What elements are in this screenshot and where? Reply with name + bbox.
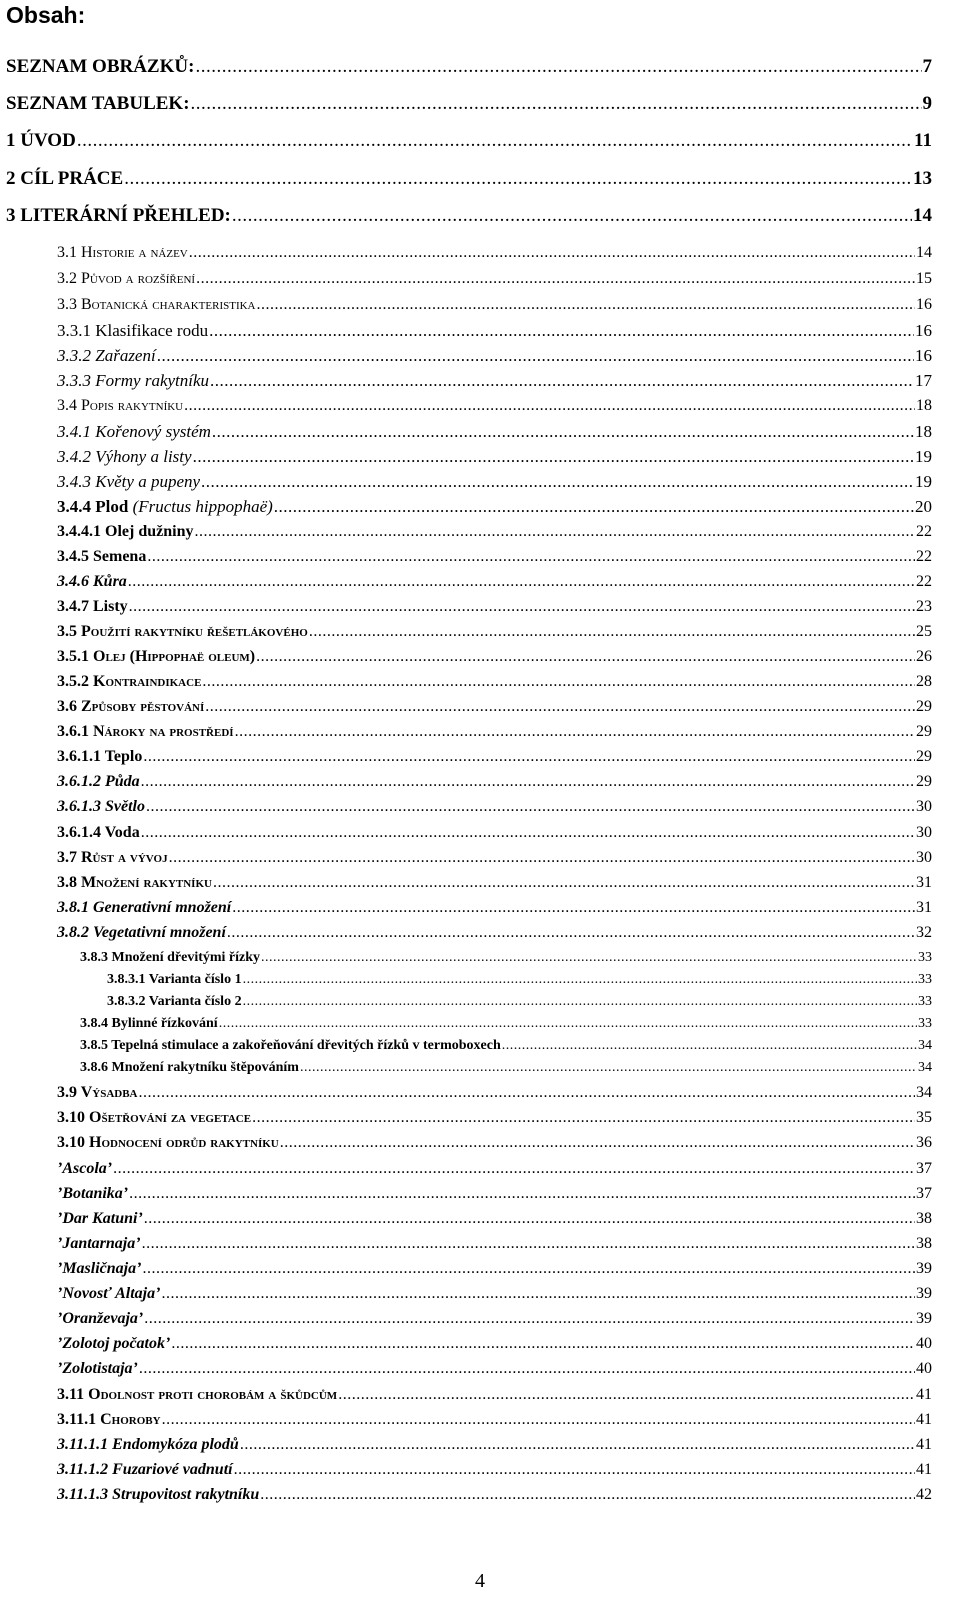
toc-entry-title: 3.8.3 Množení dřevitými řízky <box>80 950 261 965</box>
toc-entry-title: ’Ascola’ <box>57 1160 113 1177</box>
toc-entry[interactable] <box>57 422 932 442</box>
toc-dot-leader <box>139 1360 915 1378</box>
toc-entry[interactable] <box>57 1285 932 1303</box>
toc-entry-page: 13 <box>913 168 932 189</box>
toc-entry[interactable] <box>57 548 932 566</box>
toc-dot-leader <box>113 1160 915 1178</box>
toc-dot-leader <box>201 472 914 492</box>
toc-dot-leader <box>252 1109 915 1127</box>
toc-entry-title: 3.5.2 Kontraindikace <box>57 673 202 690</box>
toc-entry-page: 16 <box>915 321 932 340</box>
toc-entry[interactable] <box>57 648 932 666</box>
toc-entry-page: 7 <box>922 56 932 77</box>
toc-entry[interactable] <box>57 1185 932 1203</box>
toc-entry-page: 41 <box>916 1386 932 1403</box>
toc-dot-leader <box>142 1260 915 1278</box>
toc-entry-title: 3.6 Způsoby pěstování <box>57 698 205 715</box>
toc-entry[interactable] <box>6 130 932 152</box>
toc-entry[interactable] <box>57 244 932 262</box>
toc-entry-title: 3.4 Popis rakytníku <box>57 397 184 414</box>
toc-entry-page: 20 <box>915 497 932 516</box>
toc-dot-leader <box>196 270 915 288</box>
toc-entry-page: 41 <box>916 1436 932 1453</box>
toc-entry[interactable] <box>57 1360 932 1378</box>
toc-entry[interactable] <box>57 1210 932 1228</box>
toc-dot-leader <box>191 93 922 115</box>
toc-entry-page: 9 <box>922 93 932 114</box>
toc-entry[interactable] <box>107 994 932 1010</box>
toc-dot-leader <box>144 1210 915 1228</box>
toc-entry[interactable] <box>57 1411 932 1429</box>
toc-dot-leader <box>219 1016 917 1032</box>
toc-entry-page: 11 <box>914 130 932 151</box>
toc-dot-leader <box>194 523 915 541</box>
toc-entry-title: 3.7 Růst a vývoj <box>57 849 168 866</box>
toc-dot-leader <box>142 1235 915 1253</box>
toc-entry[interactable] <box>57 723 932 741</box>
toc-entry-page: 40 <box>916 1335 932 1352</box>
toc-entry[interactable] <box>57 673 932 691</box>
toc-entry-title: 3.11.1.2 Fuzariové vadnutí <box>57 1461 233 1478</box>
toc-dot-leader <box>257 296 915 314</box>
toc-entry[interactable] <box>6 205 932 227</box>
toc-entry-page: 30 <box>916 798 932 815</box>
toc-entry[interactable] <box>57 1310 932 1328</box>
toc-dot-leader <box>129 598 915 616</box>
toc-dot-leader <box>209 321 914 341</box>
toc-entry[interactable] <box>80 1016 932 1032</box>
toc-dot-leader <box>502 1038 917 1054</box>
toc-entry[interactable] <box>57 1109 932 1127</box>
toc-entry[interactable] <box>107 972 932 988</box>
toc-entry-title: 3.3.2 Zařazení <box>57 346 156 365</box>
toc-entry-title: 3.11 Odolnost proti chorobám a škůdcům <box>57 1386 338 1403</box>
toc-entry-page: 15 <box>916 270 932 287</box>
toc-entry[interactable] <box>6 93 932 115</box>
toc-entry-page: 34 <box>916 1084 932 1101</box>
toc-entry-title: 3.4.6 Kůra <box>57 573 127 590</box>
toc-entry[interactable] <box>57 1134 932 1152</box>
toc-entry-page: 34 <box>918 1038 932 1053</box>
toc-dot-leader <box>202 673 915 691</box>
toc-entry-title: 3.8 Množení rakytníku <box>57 874 212 891</box>
toc-entry-title: ’Botanika’ <box>57 1185 129 1202</box>
toc-entry-title: ’Oranževaja’ <box>57 1310 144 1327</box>
toc-entry[interactable] <box>57 1386 932 1404</box>
toc-entry[interactable] <box>57 523 932 541</box>
toc-entry-page: 31 <box>916 874 932 891</box>
toc-entry-page: 29 <box>916 723 932 740</box>
toc-entry-title: 3.6.1.2 Půda <box>57 773 140 790</box>
toc-entry-page: 39 <box>916 1285 932 1302</box>
toc-entry-page: 16 <box>916 296 932 313</box>
toc-entry-title: ’Dar Katuni’ <box>57 1210 143 1227</box>
toc-entry-page: 17 <box>915 371 932 390</box>
toc-entry-page: 23 <box>916 598 932 615</box>
toc-entry-page: 22 <box>916 573 932 590</box>
toc-dot-leader <box>139 1084 916 1102</box>
toc-dot-leader <box>260 1486 915 1504</box>
toc-entry-title: 3.6.1.3 Světlo <box>57 798 145 815</box>
toc-dot-leader <box>280 1134 915 1152</box>
toc-entry-title: SEZNAM TABULEK: <box>6 93 190 114</box>
toc-entry-page: 36 <box>916 1134 932 1151</box>
toc-dot-leader <box>235 723 915 741</box>
toc-entry-page: 33 <box>918 950 932 965</box>
toc-entry-page: 19 <box>915 472 932 491</box>
toc-entry-title: 3.3.1 Klasifikace rodu <box>57 321 209 340</box>
toc-entry-title: 3.3.3 Formy rakytníku <box>57 371 210 390</box>
toc-entry[interactable] <box>57 773 932 791</box>
toc-entry-title: 3.6.1.1 Teplo <box>57 748 143 765</box>
toc-dot-leader <box>261 950 917 966</box>
toc-entry-page: 31 <box>916 899 932 916</box>
toc-entry-page: 16 <box>915 346 932 365</box>
toc-dot-leader <box>146 798 915 816</box>
toc-entry[interactable] <box>57 447 932 467</box>
toc-dot-leader <box>141 824 915 842</box>
toc-entry-page: 30 <box>916 824 932 841</box>
toc-dot-leader <box>309 623 915 641</box>
toc-entry-page: 28 <box>916 673 932 690</box>
toc-entry-title: 3.6.1 Nároky na prostředí <box>57 723 234 740</box>
toc-dot-leader <box>171 1335 915 1353</box>
toc-entry[interactable] <box>57 573 932 591</box>
toc-entry-title: 3.8.1 Generativní množení <box>57 899 232 916</box>
toc-dot-leader <box>240 1436 915 1454</box>
toc-dot-leader <box>232 899 915 917</box>
toc-dot-leader <box>129 1185 915 1203</box>
toc-entry[interactable] <box>57 371 932 391</box>
toc-entry-page: 35 <box>916 1109 932 1126</box>
toc-entry-page: 19 <box>915 447 932 466</box>
toc-entry-title: 3.10 Hodnocení odrůd rakytníku <box>57 1134 279 1151</box>
toc-dot-leader <box>213 874 915 892</box>
toc-entry[interactable] <box>57 1335 932 1353</box>
toc-dot-leader <box>147 548 915 566</box>
toc-dot-leader <box>143 748 915 766</box>
toc-entry-title: 3.4.2 Výhony a listy <box>57 447 192 466</box>
toc-entry-title: ’Masličnaja’ <box>57 1260 142 1277</box>
toc-entry-title: 3 LITERÁRNÍ PŘEHLED: <box>6 205 231 226</box>
toc-entry-title: 3.5.1 Olej (Hippophaë oleum) <box>57 648 256 665</box>
toc-entry[interactable] <box>57 1436 932 1454</box>
toc-dot-leader <box>256 648 915 666</box>
toc-entry-title: ’Zolotistaja’ <box>57 1360 138 1377</box>
toc-entry-title: 3.4.4.1 Olej dužniny <box>57 523 194 540</box>
toc-entry-title: 3.8.2 Vegetativní množení <box>57 924 226 941</box>
toc-entry-title: ’Zolotoj počatok’ <box>57 1335 171 1352</box>
toc-dot-leader <box>189 244 915 262</box>
toc-entry[interactable] <box>57 1461 932 1479</box>
toc-entry-page: 33 <box>918 972 932 987</box>
toc-dot-leader <box>232 205 912 227</box>
toc-dot-leader <box>128 573 915 591</box>
toc-entry-page: 37 <box>916 1160 932 1177</box>
toc-entry[interactable] <box>57 397 932 415</box>
toc-entry[interactable] <box>57 296 932 314</box>
toc-entry-page: 38 <box>916 1210 932 1227</box>
toc-entry[interactable] <box>57 798 932 816</box>
page-title: Obsah: <box>6 2 86 28</box>
toc-dot-leader <box>205 698 915 716</box>
toc-dot-leader <box>157 346 914 366</box>
toc-entry-title: 3.8.5 Tepelná stimulace a zakořeňování dřevitých řízků v termoboxech <box>80 1038 501 1053</box>
toc-entry-page: 33 <box>918 1016 932 1031</box>
toc-entry[interactable] <box>57 598 932 616</box>
toc-entry-page: 29 <box>916 698 932 715</box>
toc-entry-page: 33 <box>918 994 932 1009</box>
toc-entry-page: 37 <box>916 1185 932 1202</box>
toc-entry[interactable] <box>57 1260 932 1278</box>
toc-entry[interactable] <box>80 950 932 966</box>
toc-entry-title: 3.2 Původ a rozšíření <box>57 270 196 287</box>
toc-entry-page: 38 <box>916 1235 932 1252</box>
toc-entry[interactable] <box>57 623 932 641</box>
toc-entry-title: 3.8.3.1 Varianta číslo 1 <box>107 972 242 987</box>
toc-entry[interactable] <box>6 56 932 78</box>
toc-entry-title: 3.5 Použití rakytníku řešetlákového <box>57 623 308 640</box>
toc-entry[interactable] <box>57 1160 932 1178</box>
toc-entry-page: 32 <box>916 924 932 941</box>
toc-dot-leader <box>141 773 915 791</box>
toc-entry-title: 3.8.6 Množení rakytníku štěpováním <box>80 1060 299 1075</box>
toc-dot-leader <box>274 497 914 517</box>
toc-dot-leader <box>144 1310 915 1328</box>
toc-entry[interactable] <box>57 270 932 288</box>
toc-entry-page: 22 <box>916 523 932 540</box>
toc-dot-leader <box>162 1411 915 1429</box>
toc-entry-page: 30 <box>916 849 932 866</box>
page-number: 4 <box>475 1570 485 1592</box>
toc-entry-page: 25 <box>916 623 932 640</box>
toc-entry-title: ’Jantarnaja’ <box>57 1235 141 1252</box>
toc-dot-leader <box>338 1386 915 1404</box>
toc-entry[interactable] <box>57 1235 932 1253</box>
toc-dot-leader <box>193 447 914 467</box>
toc-entry-title: 3.8.3.2 Varianta číslo 2 <box>107 994 242 1009</box>
toc-dot-leader <box>169 849 915 867</box>
toc-entry[interactable] <box>57 1084 932 1102</box>
toc-entry-title: 3.4.7 Listy <box>57 598 128 615</box>
toc-entry[interactable] <box>57 346 932 366</box>
toc-entry[interactable] <box>57 698 932 716</box>
toc-entry[interactable] <box>57 824 932 842</box>
toc-entry-page: 34 <box>918 1060 932 1075</box>
toc-entry[interactable] <box>57 899 932 917</box>
toc-entry-title: 2 CÍL PRÁCE <box>6 168 124 189</box>
toc-entry-title: 3.6.1.4 Voda <box>57 824 140 841</box>
toc-entry[interactable] <box>57 1486 932 1504</box>
toc-dot-leader <box>77 130 913 152</box>
toc-entry-title: 3.11.1.3 Strupovitost rakytníku <box>57 1486 260 1503</box>
toc-entry[interactable] <box>57 849 932 867</box>
toc-entry[interactable] <box>80 1060 932 1076</box>
toc-entry-title: 3.4.1 Kořenový systém <box>57 422 211 441</box>
toc-entry-title: 3.3 Botanická charakteristika <box>57 296 256 313</box>
toc-entry[interactable] <box>57 924 932 942</box>
toc-entry[interactable] <box>57 321 932 341</box>
toc-entry-title: 3.8.4 Bylinné řízkování <box>80 1016 218 1031</box>
toc-entry-title: 3.11.1.1 Endomykóza plodů <box>57 1436 239 1453</box>
toc-entry[interactable] <box>57 472 932 492</box>
toc-entry-page: 29 <box>916 773 932 790</box>
toc-entry-title: 3.4.3 Květy a pupeny <box>57 472 201 491</box>
toc-entry-title: 3.9 Výsadba <box>57 1084 138 1101</box>
toc-entry-page: 42 <box>916 1486 932 1503</box>
toc-entry[interactable] <box>57 874 932 892</box>
toc-entry-page: 41 <box>916 1411 932 1428</box>
toc-dot-leader <box>234 1461 915 1479</box>
toc-entry-title: 1 ÚVOD <box>6 130 76 151</box>
toc-dot-leader <box>212 422 914 442</box>
toc-dot-leader <box>161 1285 915 1303</box>
toc-entry-page: 18 <box>916 397 932 414</box>
toc-entry[interactable] <box>57 748 932 766</box>
toc-dot-leader <box>227 924 915 942</box>
toc-dot-leader <box>210 371 914 391</box>
toc-entry-page: 14 <box>916 244 932 261</box>
toc-entry-page: 29 <box>916 748 932 765</box>
toc-entry[interactable] <box>57 497 932 517</box>
toc-entry-title: 3.10 Ošetřování za vegetace <box>57 1109 252 1126</box>
toc-entry-title: 3.4.5 Semena <box>57 548 147 565</box>
toc-entry-title: SEZNAM OBRÁZKŮ: <box>6 56 195 77</box>
toc-entry-page: 39 <box>916 1310 932 1327</box>
toc-dot-leader <box>243 994 917 1010</box>
toc-dot-leader <box>300 1060 917 1076</box>
toc-dot-leader <box>243 972 917 988</box>
toc-entry-title: 3.11.1 Choroby <box>57 1411 161 1428</box>
toc-entry-title: 3.1 Historie a název <box>57 244 188 261</box>
toc-entry-page: 18 <box>915 422 932 441</box>
toc-dot-leader <box>195 56 921 78</box>
toc-entry[interactable] <box>80 1038 932 1054</box>
toc-entry-page: 40 <box>916 1360 932 1377</box>
toc-entry-title: 3.4.4 Plod (Fructus hippophaë) <box>57 497 273 516</box>
toc-entry-page: 41 <box>916 1461 932 1478</box>
toc-entry-title: ’Novosť Altaja’ <box>57 1285 161 1302</box>
toc-entry-page: 22 <box>916 548 932 565</box>
toc-entry-page: 26 <box>916 648 932 665</box>
toc-dot-leader <box>184 397 915 415</box>
toc-dot-leader <box>124 168 912 190</box>
toc-entry-page: 39 <box>916 1260 932 1277</box>
toc-entry[interactable] <box>6 168 932 190</box>
toc-entry-page: 14 <box>913 205 932 226</box>
